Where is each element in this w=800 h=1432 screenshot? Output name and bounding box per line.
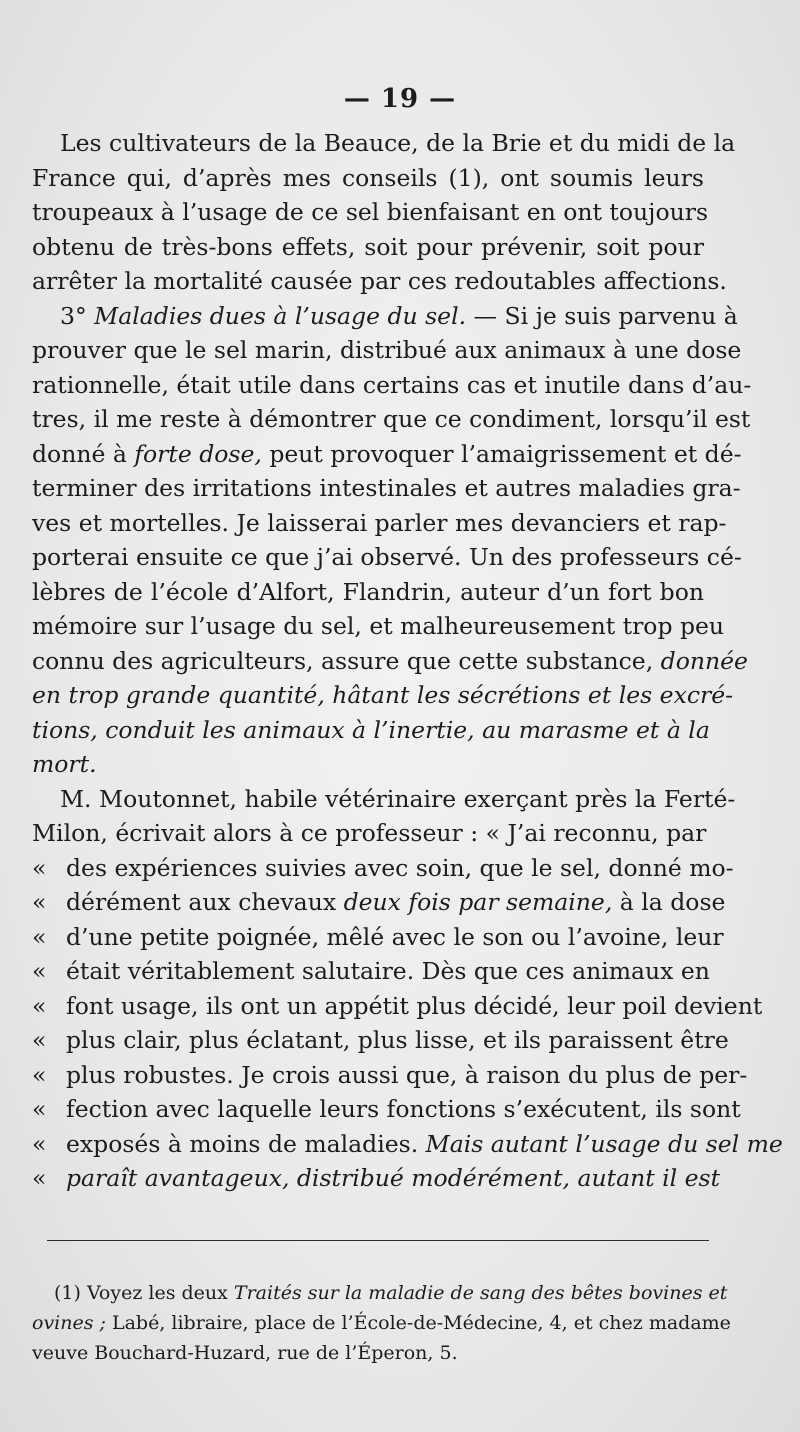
text-segment: plus robustes. Je crois aussi que, à raison du plus de per-: [66, 1060, 748, 1089]
text-line: porterai ensuite ce que j’ai observé. Un des professeurs cé-: [32, 543, 742, 571]
quote-line: [32, 851, 734, 886]
footnote-line: veuve Bouchard-Huzard, rue de l’Éperon, 5.: [32, 1342, 458, 1364]
italic-segment: Mais autant l’usage du sel me: [425, 1129, 783, 1158]
text-segment: — Si je suis parvenu à: [466, 301, 738, 330]
italic-segment: paraît avantageux, distribué modérément, autant il est: [66, 1164, 721, 1192]
main-text: [32, 126, 783, 1196]
text-line: [32, 747, 704, 782]
text-line: prouver que le sel marin, distribué aux animaux à une dose: [32, 336, 742, 364]
text-segment: font usage, ils ont un appétit plus décidé, leur poil devient: [66, 991, 763, 1020]
footnote-divider: [47, 1240, 709, 1241]
quote-line: [32, 1161, 721, 1196]
page-number: — 19 —: [343, 84, 457, 114]
footnote-line: [32, 1308, 731, 1338]
quote-line: [32, 1058, 748, 1093]
text-segment: d’une petite poignée, mêlé avec le son ou l’avoine, leur: [66, 922, 724, 951]
text-line: mémoire sur l’usage du sel, et malheureusement trop peu: [32, 612, 725, 640]
quote-mark: «: [32, 1164, 47, 1192]
text-segment: (1) Voyez les deux: [54, 1282, 234, 1304]
quote-line: [32, 920, 724, 955]
text-line: [32, 713, 710, 748]
text-line: Milon, écrivait alors à ce professeur : « J’ai reconnu, par: [32, 819, 707, 847]
text-line: [32, 678, 734, 713]
quote-line: [32, 1023, 729, 1058]
text-line: lèbres de l’école d’Alfort, Flandrin, auteur d’un fort bon: [32, 577, 704, 606]
text-segment: fection avec laquelle leurs fonctions s’exécutent, ils sont: [66, 1095, 741, 1123]
quote-mark: «: [32, 991, 47, 1020]
quote-line: [32, 954, 710, 989]
quote-line: [32, 1127, 783, 1162]
quote-mark: «: [32, 957, 47, 985]
quote-line: [32, 1092, 741, 1127]
text-segment: plus clair, plus éclatant, plus lisse, et ils paraissent être: [66, 1026, 729, 1054]
italic-segment: Traités sur la maladie de sang des bêtes bovines et: [233, 1282, 728, 1304]
text-line: obtenu de très-bons effets, soit pour prévenir, soit pour: [32, 232, 704, 261]
footnote: [32, 1278, 731, 1368]
text-line: terminer des irritations intestinales et autres maladies gra-: [32, 474, 741, 502]
text-segment: exposés à moins de maladies.: [66, 1129, 426, 1158]
italic-segment: donnée: [660, 646, 748, 675]
text-line: tres, il me reste à démontrer que ce condiment, lorsqu’il est: [32, 405, 751, 433]
text-line: ves et mortelles. Je laisserai parler mes devanciers et rap-: [32, 508, 727, 537]
text-line: arrêter la mortalité causée par ces redoutables affections.: [32, 267, 727, 295]
text-segment: connu des agriculteurs, assure que cette substance,: [32, 646, 661, 675]
quote-mark: «: [32, 1060, 47, 1089]
text-line: M. Moutonnet, habile vétérinaire exerçant près la Ferté-: [60, 784, 736, 813]
text-line: [32, 299, 738, 334]
text-segment: à la dose: [612, 888, 726, 916]
quote-line: [32, 885, 726, 920]
text-segment: était véritablement salutaire. Dès que ces animaux en: [66, 957, 710, 985]
text-segment: donné à: [32, 439, 135, 468]
quote-mark: «: [32, 1129, 47, 1158]
quote-line: [32, 989, 763, 1024]
italic-segment: deux fois par semaine,: [343, 888, 613, 916]
italic-segment: tions, conduit les animaux à l’inertie, au marasme et à la: [32, 715, 710, 744]
text-line: Les cultivateurs de la Beauce, de la Brie et du midi de la: [60, 129, 736, 157]
text-line: [32, 437, 742, 472]
text-segment: des expériences suivies avec soin, que le sel, donné mo-: [66, 853, 734, 882]
text-line: troupeaux à l’usage de ce sel bienfaisant en ont toujours: [32, 198, 709, 226]
quote-mark: «: [32, 853, 47, 882]
text-segment: dérément aux chevaux: [66, 888, 344, 916]
section-heading: Maladies dues à l’usage du sel.: [94, 301, 467, 330]
text-line: [32, 644, 748, 679]
quote-mark: «: [32, 922, 47, 951]
text-segment: Labé, libraire, place de l’École-de-Médecine, 4, et chez madame: [105, 1312, 731, 1334]
text-line: rationnelle, était utile dans certains cas et inutile dans d’au-: [32, 370, 752, 399]
text-segment: peut provoquer l’amaigrissement et dé-: [261, 439, 742, 468]
text-line: France qui, d’après mes conseils (1), ont soumis leurs: [32, 163, 704, 192]
quote-mark: «: [32, 888, 47, 916]
footnote-line: [32, 1278, 728, 1308]
quote-mark: «: [32, 1026, 47, 1054]
section-number: 3°: [60, 301, 95, 330]
italic-segment: mort.: [32, 750, 97, 778]
italic-segment: en trop grande quantité, hâtant les sécrétions et les excré-: [32, 681, 734, 709]
quote-mark: «: [32, 1095, 47, 1123]
italic-segment: ovines ;: [32, 1312, 106, 1334]
italic-segment: forte dose,: [134, 439, 262, 468]
